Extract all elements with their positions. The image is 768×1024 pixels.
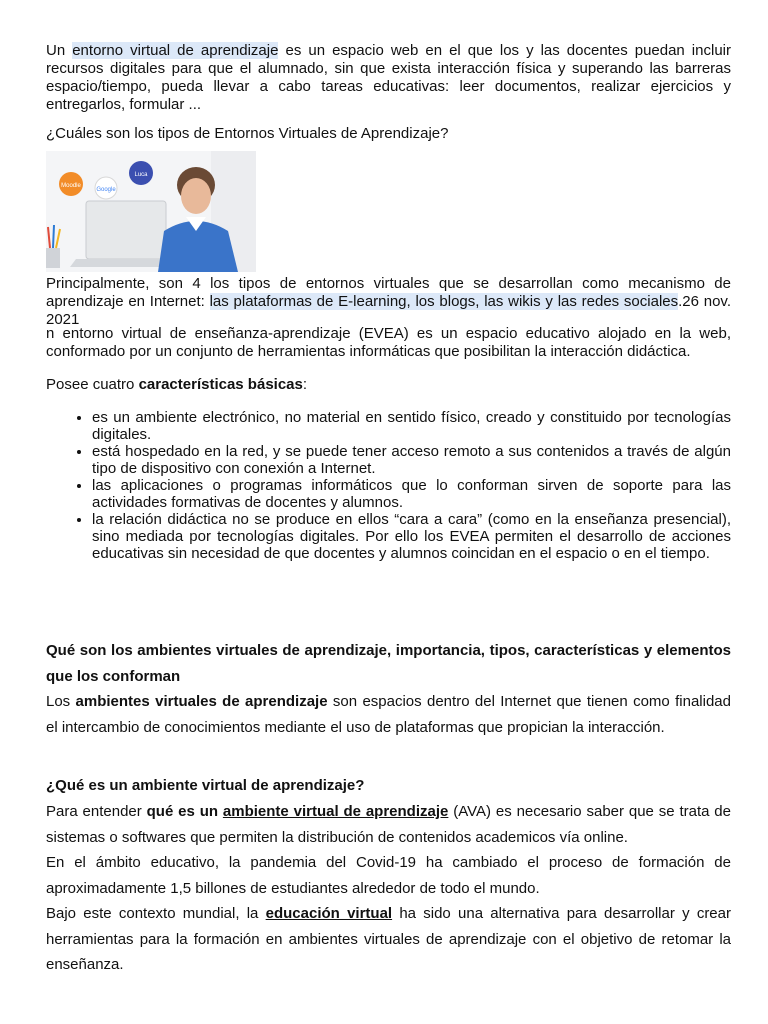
intro-text-start: Un [46, 42, 73, 59]
intro-text-end: es un espacio web en el que los y las docentes puedan incluir recursos digitales para que el alumnado, sin que exista interacción física y superando las barreras espacio/tiempo, pueda llevar a cabo tareas educativas: leer documentos, realizar ejercicios y entregarlos, formular ... [46, 42, 731, 113]
ava-explanation-end: (AVA) es necesario saber que se trata de sistemas o softwares que permiten la distribución de contenidos academicos vía online. [46, 803, 731, 846]
features-intro [46, 376, 307, 394]
luca-logo-text: Luca [134, 172, 148, 178]
pandemic-paragraph: En el ámbito educativo, la pandemia del Covid-19 ha cambiado el proceso de formación de aproximadamente 1,5 billones de estudiantes alrededor de todo el mundo. [46, 854, 731, 897]
features-list [46, 409, 731, 562]
ava-explanation-paragraph [46, 799, 731, 850]
section-heading: Qué son los ambientes virtuales de aprendizaje, importancia, tipos, características y elementos que los conforman [46, 642, 731, 685]
highlighted-types: las plataformas de E-learning, los blogs, las wikis y las redes sociales [209, 293, 679, 310]
types-date: .26 nov. 2021 [46, 293, 731, 328]
types-text-start: Principalmente, son 4 los tipos de entornos virtuales que se desarrollan como mecanismo de aprendizaje en Internet: [46, 275, 731, 310]
student-laptop-photo [46, 151, 256, 272]
ava-text-end: son espacios dentro del Internet que tienen como finalidad el intercambio de conocimientos mediante el uso de plataformas que propician la interacción. [46, 693, 731, 736]
features-intro-colon: : [302, 376, 308, 393]
virtual-education-paragraph [46, 901, 731, 978]
ava-bold-term: ambientes virtuales de aprendizaje [75, 693, 328, 710]
question-text: ¿Cuáles son los tipos de Entornos Virtuales de Aprendizaje? [46, 125, 449, 142]
ava-definition-paragraph [46, 689, 731, 740]
types-paragraph [46, 275, 731, 329]
ava-explanation-bold: qué es un [146, 803, 223, 820]
ava-link[interactable]: ambiente virtual de aprendizaje [222, 803, 449, 820]
ava-explanation-start: Para entender [46, 803, 147, 820]
features-intro-text: Posee cuatro [46, 376, 139, 393]
feature-item: • la relación didáctica no se produce en ellos “cara a cara” (como en la enseñanza presencial), sino mediada por tecnologías digitales. Por ello los EVEA permiten el desarrollo de acciones educativas sin necesidad de que docentes y alumnos coincidan en el espacio o en el tiempo. [92, 511, 731, 562]
virtual-education-end: ha sido una alternativa para desarrollar y crear herramientas para la formación en ambientes virtuales de aprendizaje con el objetivo de retomar la enseñanza. [46, 905, 731, 973]
virtual-education-start: Bajo este contexto mundial, la [46, 905, 266, 922]
evea-paragraph: n entorno virtual de enseñanza-aprendizaje (EVEA) es un espacio educativo alojado en la web, conformado por un conjunto de herramientas informáticas que posibilitan la interacción didáctica. [46, 325, 731, 360]
intro-paragraph [46, 42, 731, 114]
highlighted-term: entorno virtual de aprendizaje [72, 42, 279, 59]
ava-text-start: Los [46, 693, 76, 710]
subheading: ¿Qué es un ambiente virtual de aprendizaje? [46, 777, 365, 794]
moodle-logo-text: Moodle [61, 183, 81, 189]
google-logo-text: Google [96, 187, 116, 193]
feature-item: • es un ambiente electrónico, no material en sentido físico, creado y constituido por tecnologías digitales. [92, 409, 731, 443]
educacion-virtual-link[interactable]: educación virtual [265, 905, 393, 922]
feature-item: • está hospedado en la red, y se puede tener acceso remoto a sus contenidos a través de algún tipo de dispositivo con conexión a Internet. [92, 443, 731, 477]
feature-item: • las aplicaciones o programas informáticos que lo conforman sirven de soporte para las actividades formativas de docentes y alumnos. [92, 477, 731, 511]
features-intro-bold: características básicas [138, 376, 303, 393]
photo-illustration [46, 151, 256, 272]
